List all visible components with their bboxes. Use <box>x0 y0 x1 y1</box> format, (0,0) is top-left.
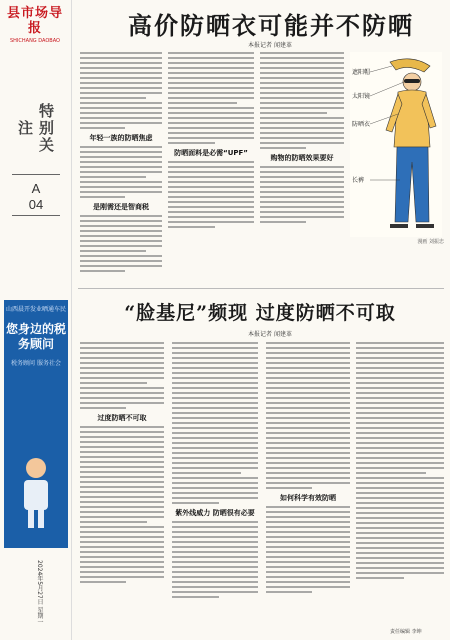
top-article-title: 高价防晒衣可能并不防晒 <box>128 11 414 40</box>
edition-letter: A <box>31 181 41 196</box>
promo-headline: 您身边的税务顾问 <box>5 322 66 351</box>
figure-label-pants: 长裤 <box>352 177 365 184</box>
section-name: 特别关注 <box>16 102 55 154</box>
figure-label-hat: 遮阳帽 <box>352 69 371 76</box>
figure-label-glasses: 太阳镜 <box>352 93 371 100</box>
page-number-block <box>12 174 60 216</box>
top-article-column-3 <box>260 52 344 223</box>
bottom-subhead-1: 过度防晒不可取 <box>97 414 147 422</box>
body-text <box>168 161 254 228</box>
body-text <box>172 342 258 504</box>
body-text <box>80 215 162 272</box>
masthead <box>6 6 64 44</box>
figure-label-shirt: 防晒衣 <box>352 121 371 128</box>
sunscreen-illustration <box>350 52 442 237</box>
body-text <box>260 52 344 149</box>
promo-sub: 税务顾问 服务社会 <box>11 360 61 367</box>
masthead-logo: 县市场导报 <box>6 6 63 36</box>
section-label <box>8 96 64 160</box>
bottom-article-column-2 <box>172 342 258 598</box>
body-text <box>266 506 350 593</box>
body-text <box>356 342 444 579</box>
body-text <box>80 426 164 583</box>
body-text <box>260 166 344 223</box>
promo-illustration <box>14 450 58 530</box>
footer-editor: 责任编辑 李坤 <box>390 629 422 635</box>
bottom-article-title: “脸基尼”频现 过度防晒不可取 <box>124 302 396 324</box>
top-article-column-1 <box>80 52 162 272</box>
top-subhead-3: 防晒面料是必需“UPF” <box>174 149 248 157</box>
body-text <box>80 52 162 129</box>
body-text <box>80 146 162 198</box>
left-rail <box>0 0 72 640</box>
figure-caption: 漫画 刘振忠 <box>417 239 444 245</box>
body-text <box>168 52 254 144</box>
promo-kicker: 山西晨开发业晒通车民 <box>5 306 66 313</box>
bottom-subhead-3: 如何科学有效防晒 <box>280 494 336 502</box>
top-article-byline: 本报记者 闻建革 <box>248 42 292 49</box>
article-divider <box>78 288 444 289</box>
bottom-article-column-3 <box>266 342 350 593</box>
masthead-sub: SHICHANG DAOBAO <box>9 38 60 44</box>
top-subhead-2: 是刚需还是智商税 <box>93 203 149 211</box>
bottom-subhead-2: 紫外线威力 防晒很有必要 <box>175 509 255 517</box>
promo-banner <box>4 300 68 548</box>
page-number: 04 <box>28 197 44 212</box>
body-text <box>266 342 350 489</box>
bottom-article-byline: 本报记者 闻建革 <box>248 331 292 338</box>
top-article-column-2 <box>168 52 254 228</box>
bottom-article-column-1 <box>80 342 164 583</box>
body-text <box>172 521 258 598</box>
top-subhead-1: 年轻一族的防晒焦虑 <box>89 134 153 142</box>
bottom-article-column-4 <box>356 342 444 579</box>
date-line: 2024年5月27日 星期一 <box>36 560 43 625</box>
body-text <box>80 342 164 409</box>
top-subhead-4: 购物的防晒效果要好 <box>270 154 334 162</box>
